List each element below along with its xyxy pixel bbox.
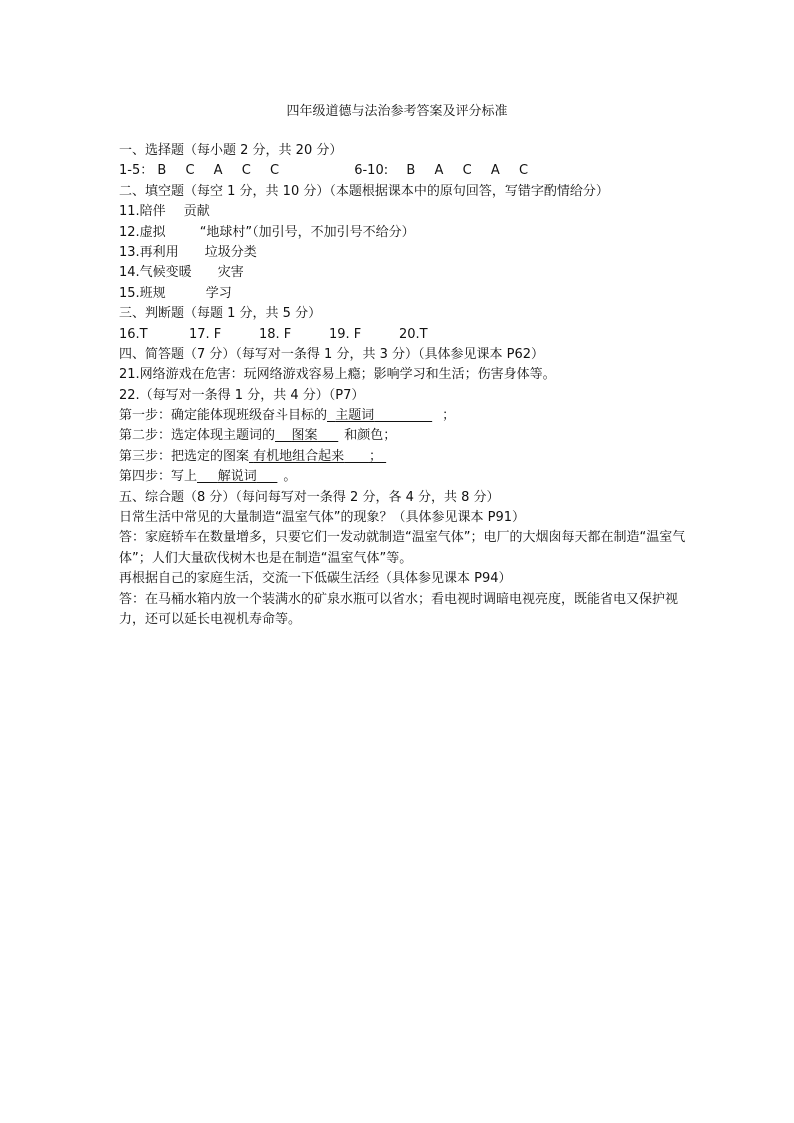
true-false-answers bbox=[119, 325, 689, 345]
section-heading: 二、填空题（每空 1 分，共 10 分）（本题根据课本中的原句回答，写错字酌情给分） bbox=[119, 183, 609, 199]
mc-answer: C bbox=[185, 163, 195, 179]
question-text: 日常生活中常见的大量制造“温室气体”的现象？（具体参见课本 P91） bbox=[119, 510, 525, 526]
item-label: 13.再利用 bbox=[119, 244, 179, 260]
item-answer: 贡献 bbox=[183, 204, 210, 220]
item-answer: 垃圾分类 bbox=[204, 244, 257, 260]
mc-answer: A bbox=[490, 163, 500, 179]
step-blank: 图案 bbox=[291, 428, 318, 444]
step-text: ； bbox=[442, 408, 456, 424]
step-text: 。 bbox=[283, 469, 297, 485]
step-line bbox=[119, 447, 689, 467]
section-heading: 三、判断题（每题 1 分，共 5 分） bbox=[119, 306, 322, 322]
section-heading: 四、简答题（7 分）（每写对一条得 1 分，共 3 分）（具体参见课本 P62） bbox=[119, 346, 544, 362]
tf-answer: 16.T bbox=[119, 326, 148, 342]
step-blank: 有机地组合起来 ； bbox=[253, 448, 382, 464]
item-label: 14.气候变暖 bbox=[119, 265, 192, 281]
mc-answer: A bbox=[434, 163, 444, 179]
mc-answer: A bbox=[213, 163, 223, 179]
document-title: 四年级道德与法治参考答案及评分标准 bbox=[286, 104, 508, 119]
tf-answer: 18. F bbox=[259, 326, 292, 342]
mc-answer: C bbox=[462, 163, 472, 179]
item-answer: 灾害 bbox=[217, 265, 244, 281]
mc-prefix: 6-10: bbox=[354, 163, 389, 179]
answer-text: 答：在马桶水箱内放一个装满水的矿泉水瓶可以省水；看电视时调暗电视亮度，既能省电又保护视力，还可以延长电视机寿命等。 bbox=[119, 591, 679, 628]
step-line bbox=[119, 406, 689, 426]
mc-prefix: 1-5： bbox=[119, 163, 154, 179]
answer-content bbox=[119, 141, 689, 630]
fill-blank-item bbox=[119, 202, 689, 222]
answer-21: 21.网络游戏在危害：玩网络游戏容易上瘾；影响学习和生活；伤害身体等。 bbox=[119, 367, 556, 383]
fill-blank-item bbox=[119, 243, 689, 263]
item-answer: “地球村”（加引号，不加引号不给分） bbox=[199, 224, 415, 240]
fill-blank-item bbox=[119, 284, 689, 304]
tf-answer: 20.T bbox=[399, 326, 428, 342]
step-text: 第三步：把选定的图案 bbox=[119, 448, 250, 464]
mc-answer: C bbox=[518, 163, 529, 179]
tf-answer: 19. F bbox=[329, 326, 362, 342]
question-22: 22.（每写对一条得 1 分，共 4 分）（P7） bbox=[119, 387, 365, 403]
question-text: 再根据自己的家庭生活，交流一下低碳生活经（具体参见课本 P94） bbox=[119, 571, 512, 587]
item-label: 15.班规 bbox=[119, 285, 166, 301]
step-text: 和颜色； bbox=[344, 428, 397, 444]
mc-answer: B bbox=[406, 163, 416, 179]
section-heading: 一、选择题（每小题 2 分，共 20 分） bbox=[119, 143, 343, 158]
step-blank: 解说词 bbox=[217, 469, 257, 485]
mc-answer: C bbox=[241, 163, 251, 179]
multiple-choice-answers bbox=[119, 161, 689, 181]
item-label: 11.陪伴 bbox=[119, 204, 166, 220]
mc-answer: C bbox=[269, 163, 280, 179]
answer-text: 答：家庭轿车在数量增多，只要它们一发动就制造“温室气体”；电厂的大烟囱每天都在制造“温室气体”；人们大量砍伐树木也是在制造“温室气体”等。 bbox=[119, 530, 686, 566]
step-text: 第一步：确定能体现班级奋斗目标的 bbox=[119, 408, 328, 424]
mc-answer: B bbox=[157, 163, 167, 179]
fill-blank-item bbox=[119, 223, 689, 243]
step-line bbox=[119, 467, 689, 487]
item-answer: 学习 bbox=[205, 285, 232, 301]
step-text: 第二步：选定体现主题词的 bbox=[119, 428, 276, 444]
tf-answer: 17. F bbox=[189, 326, 222, 342]
fill-blank-item bbox=[119, 263, 689, 283]
section-heading: 五、综合题（8 分）（每问每写对一条得 2 分，各 4 分，共 8 分） bbox=[119, 489, 500, 505]
step-line bbox=[119, 426, 689, 446]
step-text: 第四步：写上 bbox=[119, 469, 198, 485]
item-label: 12.虚拟 bbox=[119, 224, 166, 240]
step-blank: 主题词 bbox=[335, 408, 375, 424]
